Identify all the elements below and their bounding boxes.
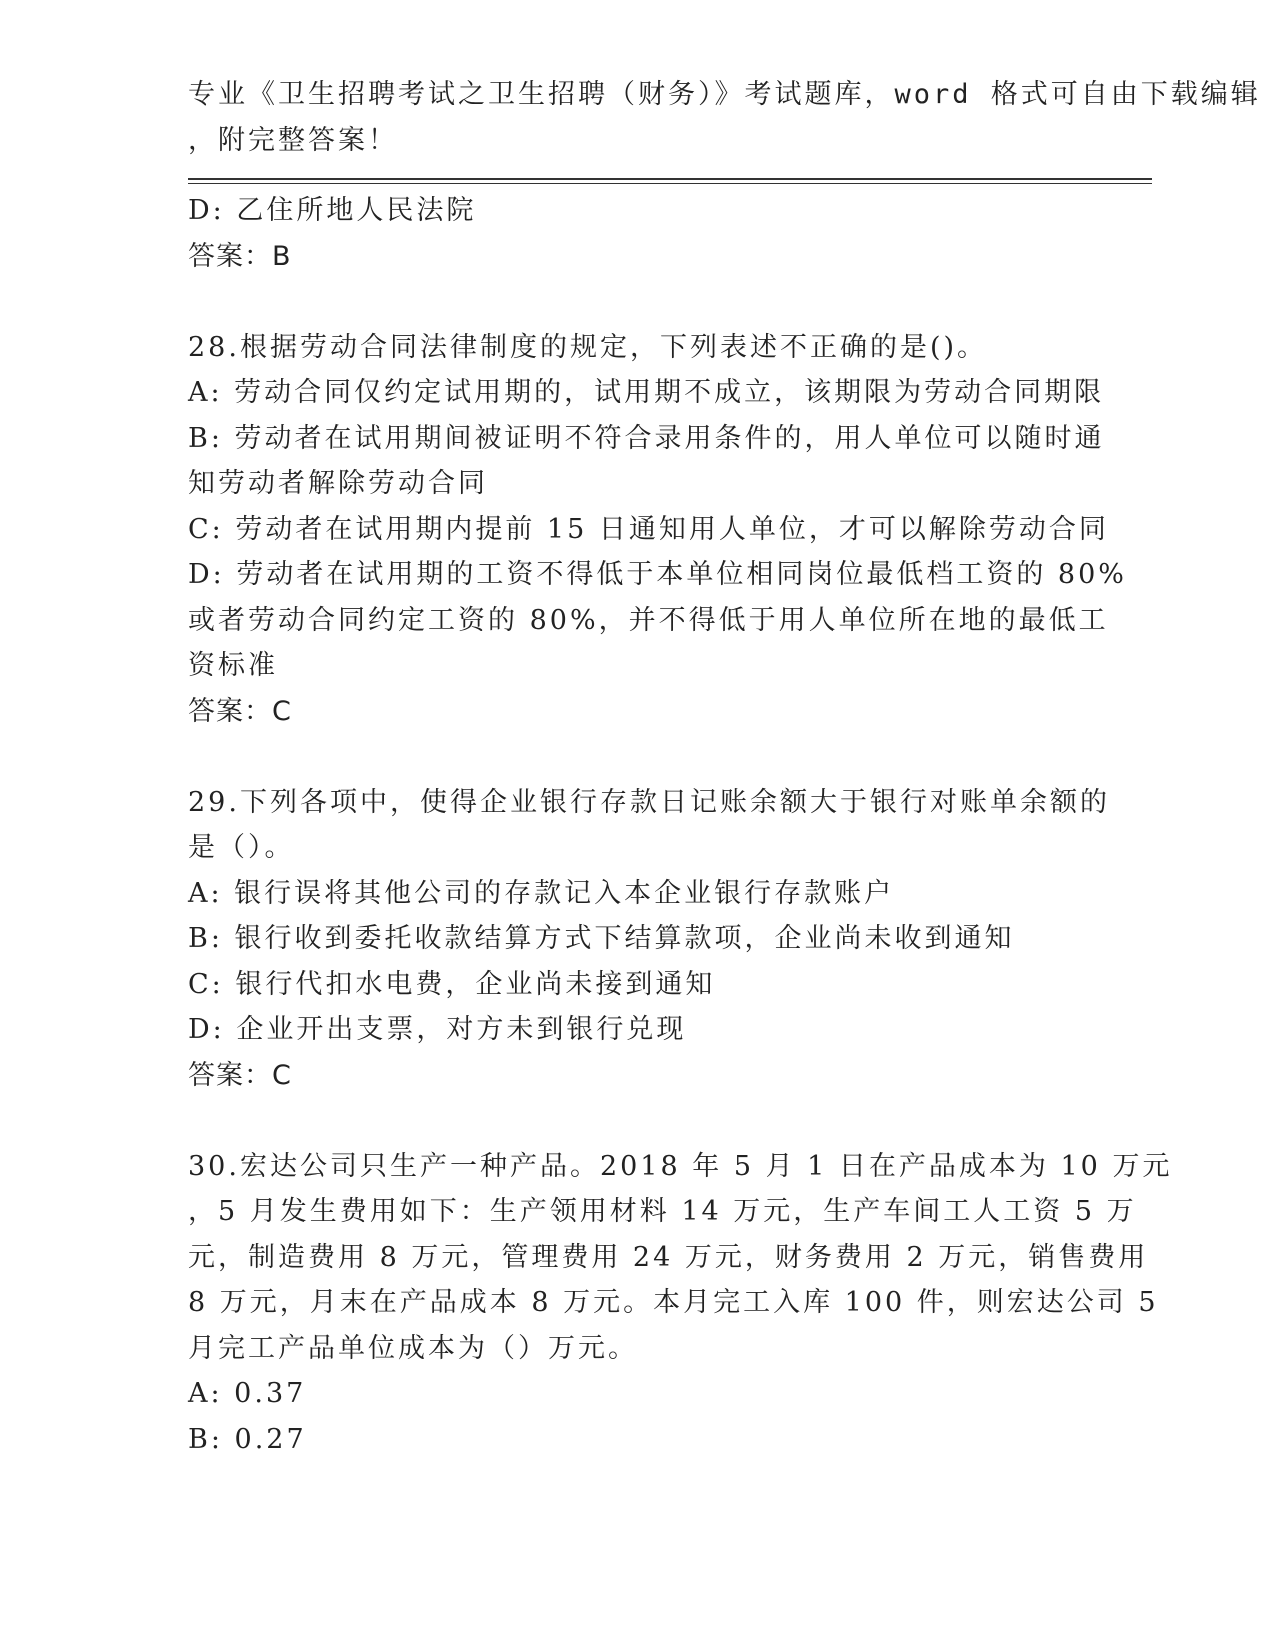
question-stem: 30.宏达公司只生产一种产品。2018 年 5 月 1 日在产品成本为 10 万元 <box>188 1150 1173 1182</box>
option-d: D: 劳动者在试用期的工资不得低于本单位相同岗位最低档工资的 80% <box>188 559 1127 590</box>
option-a: A: 0.37 <box>188 1378 307 1409</box>
answer-line: 答案：B <box>188 240 292 272</box>
option-d-continued: 或者劳动合同约定工资的 80%，并不得低于用人单位所在地的最低工 <box>188 604 1109 636</box>
question-content <box>188 188 1173 1462</box>
question-stem: 29.下列各项中，使得企业银行存款日记账余额大于银行对账单余额的 <box>188 786 1110 818</box>
option-c: C: 劳动者在试用期内提前 15 日通知用人单位，才可以解除劳动合同 <box>188 513 1109 545</box>
question-stem-continued: ，5 月发生费用如下：生产领用材料 14 万元，生产车间工人工资 5 万 <box>188 1196 1137 1227</box>
option-c: C: 银行代扣水电费，企业尚未接到通知 <box>188 968 716 1000</box>
option-b: B: 劳动者在试用期间被证明不符合录用条件的，用人单位可以随时通 <box>188 422 1105 454</box>
header-divider-bottom <box>188 183 1152 184</box>
option-b: B: 银行收到委托收款结算方式下结算款项，企业尚未收到通知 <box>188 923 1015 954</box>
option-d-continued: 资标准 <box>188 650 278 681</box>
option-d: D: 乙住所地人民法院 <box>188 195 477 226</box>
header-divider-top <box>188 178 1152 180</box>
question-stem-continued: 是（）。 <box>188 832 295 863</box>
header-line-2: ，附完整答案！ <box>188 124 398 156</box>
question-stem-continued: 月完工产品单位成本为（）万元。 <box>188 1332 638 1364</box>
option-b-continued: 知劳动者解除劳动合同 <box>188 468 488 499</box>
question-30 <box>188 1144 1173 1463</box>
answer-line: 答案：C <box>188 1059 292 1091</box>
option-b: B: 0.27 <box>188 1423 307 1455</box>
option-a: A: 银行误将其他公司的存款记入本企业银行存款账户 <box>188 877 895 909</box>
question-stem: 28.根据劳动合同法律制度的规定，下列表述不正确的是()。 <box>188 331 988 363</box>
document-header <box>188 72 1261 163</box>
option-d: D: 企业开出支票，对方未到银行兑现 <box>188 1014 687 1045</box>
question-29 <box>188 780 1110 1099</box>
question-stem-continued: 8 万元，月末在产品成本 8 万元。本月完工入库 100 件，则宏达公司 5 <box>188 1287 1159 1318</box>
answer-line: 答案：C <box>188 695 292 727</box>
question-stem-continued: 元，制造费用 8 万元，管理费用 24 万元，财务费用 2 万元，销售费用 <box>188 1241 1149 1273</box>
question-28 <box>188 325 1127 735</box>
header-line-1: 专业《卫生招聘考试之卫生招聘（财务）》考试题库，word 格式可自由下载编辑 <box>188 79 1261 110</box>
option-a: A: 劳动合同仅约定试用期的，试用期不成立，该期限为劳动合同期限 <box>188 377 1105 408</box>
